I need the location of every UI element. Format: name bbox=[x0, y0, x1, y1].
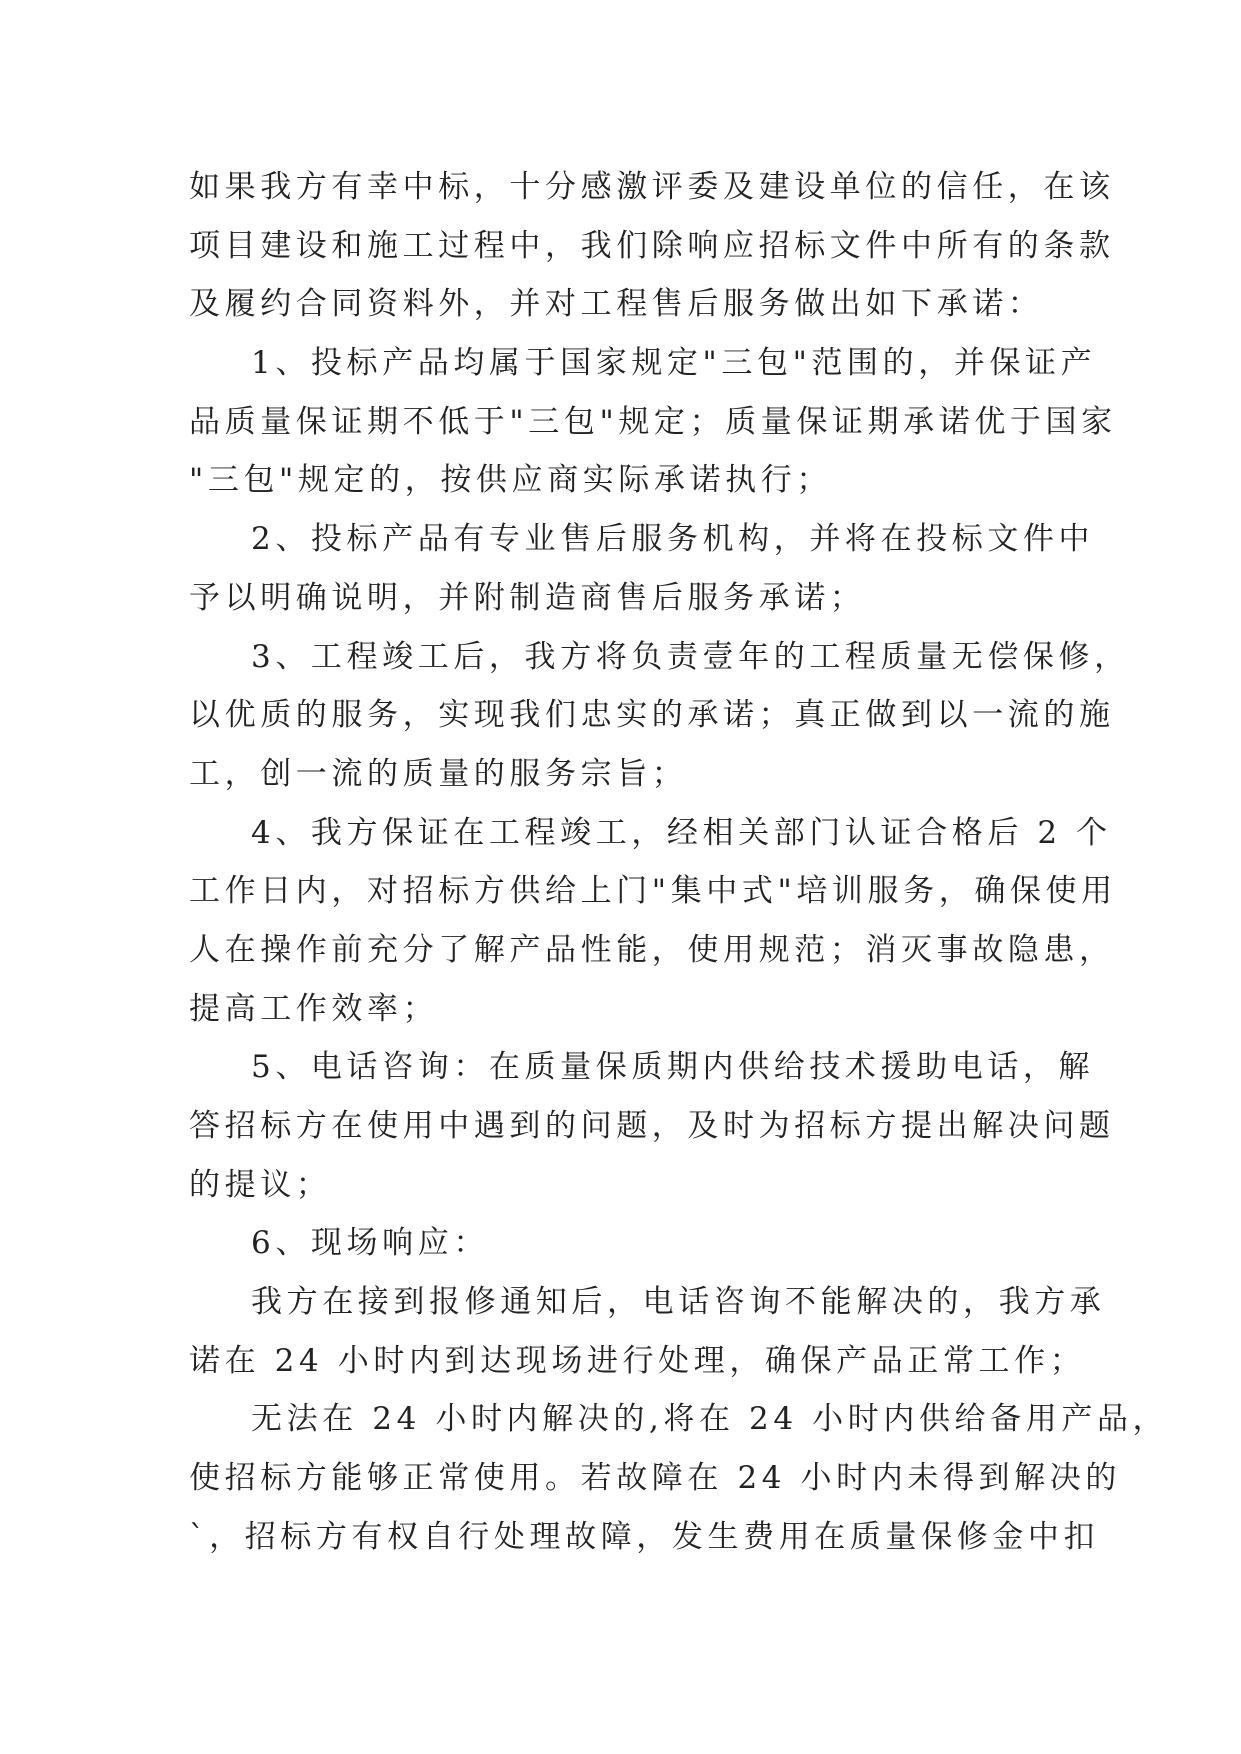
text-line: 以优质的服务，实现我们忠实的承诺；真正做到以一流的施 bbox=[189, 697, 1115, 734]
text-line: 及履约合同资料外，并对工程售后服务做出如下承诺： bbox=[189, 286, 1044, 323]
text-line: 人在操作前充分了解产品性能，使用规范；消灭事故隐患， bbox=[189, 931, 1115, 968]
text-line: 无法在 24 小时内解决的,将在 24 小时内供给备用产品， bbox=[251, 1401, 1169, 1438]
text-line: 品质量保证期不低于"三包"规定；质量保证期承诺优于国家 bbox=[189, 403, 1117, 440]
text-line: 工作日内，对招标方供给上门"集中式"培训服务，确保使用 bbox=[189, 873, 1117, 910]
text-line: 工，创一流的质量的服务宗旨； bbox=[189, 755, 688, 792]
text-line: 提高工作效率； bbox=[189, 990, 439, 1027]
text-line: 3、工程竣工后，我方将负责壹年的工程质量无偿保修， bbox=[251, 638, 1130, 675]
text-line: `，招标方有权自行处理故障，发生费用在质量保修金中扣 bbox=[189, 1518, 1100, 1555]
text-line: 5、电话咨询：在质量保质期内供给技术援助电话，解 bbox=[251, 1049, 1095, 1086]
text-line: 诺在 24 小时内到达现场进行处理，确保产品正常工作； bbox=[189, 1342, 1086, 1379]
text-line: 如果我方有幸中标，十分感激评委及建设单位的信任，在该 bbox=[189, 169, 1115, 205]
text-line: 2、投标产品有专业售后服务机构，并将在投标文件中 bbox=[251, 521, 1095, 558]
text-line: 予以明确说明，并附制造商售后服务承诺； bbox=[189, 579, 866, 616]
text-line: 答招标方在使用中遇到的问题，及时为招标方提出解决问题 bbox=[189, 1108, 1115, 1144]
text-line: 使招标方能够正常使用。若故障在 24 小时内未得到解决的 bbox=[189, 1460, 1121, 1497]
text-line: 我方在接到报修通知后，电话咨询不能解决的，我方承 bbox=[251, 1284, 1106, 1321]
text-line: 4、我方保证在工程竣工，经相关部门认证合格后 2 个 bbox=[251, 814, 1112, 851]
text-line: 6、现场响应： bbox=[251, 1225, 489, 1262]
text-line: "三包"规定的，按供应商实际承诺执行； bbox=[189, 462, 832, 499]
text-line: 项目建设和施工过程中，我们除响应招标文件中所有的条款 bbox=[189, 227, 1115, 264]
text-line: 1、投标产品均属于国家规定"三包"范围的，并保证产 bbox=[251, 345, 1097, 382]
document-body bbox=[189, 158, 1169, 1567]
text-line: 的提议； bbox=[189, 1166, 332, 1203]
